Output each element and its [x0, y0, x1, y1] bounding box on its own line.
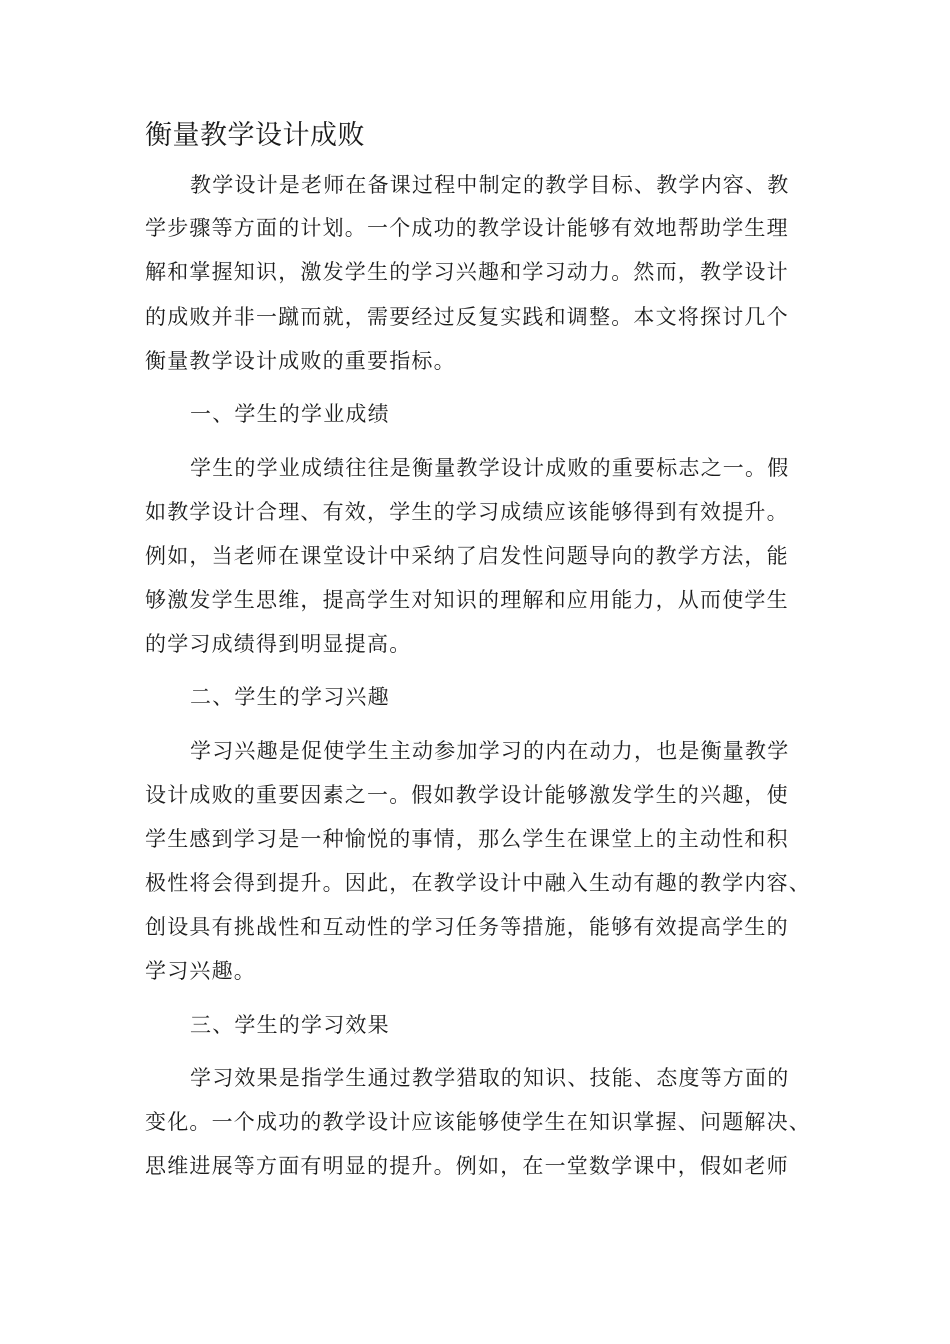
document-title: 衡量教学设计成败: [145, 120, 365, 151]
paragraph-line: 学生的学业成绩往往是衡量教学设计成败的重要标志之一。假: [190, 456, 790, 480]
paragraph-line: 设计成败的重要因素之一。假如教学设计能够激发学生的兴趣，使: [145, 783, 789, 807]
paragraph-line: 的学习成绩得到明显提高。: [145, 632, 412, 656]
paragraph-line: 思维进展等方面有明显的提升。例如，在一堂数学课中，假如老师: [145, 1154, 789, 1178]
paragraph-line: 学步骤等方面的计划。一个成功的教学设计能够有效地帮助学生理: [145, 216, 789, 240]
paragraph-line: 解和掌握知识，激发学生的学习兴趣和学习动力。然而，教学设计: [145, 260, 789, 284]
section-heading: 三、学生的学习效果: [190, 1013, 390, 1037]
paragraph-line: 例如，当老师在课堂设计中采纳了启发性问题导向的教学方法，能: [145, 544, 789, 568]
paragraph-line: 衡量教学设计成败的重要指标。: [145, 349, 456, 373]
paragraph-line: 创设具有挑战性和互动性的学习任务等措施，能够有效提高学生的: [145, 915, 789, 939]
paragraph-line: 如教学设计合理、有效，学生的学习成绩应该能够得到有效提升。: [145, 500, 789, 524]
paragraph-line: 学习兴趣是促使学生主动参加学习的内在动力，也是衡量教学: [190, 739, 790, 763]
paragraph-line: 的成败并非一蹴而就，需要经过反复实践和调整。本文将探讨几个: [145, 305, 789, 329]
paragraph-line: 极性将会得到提升。因此，在教学设计中融入生动有趣的教学内容、: [145, 871, 811, 895]
paragraph-line: 变化。一个成功的教学设计应该能够使学生在知识掌握、问题解决、: [145, 1110, 811, 1134]
paragraph-line: 学习效果是指学生通过教学猎取的知识、技能、态度等方面的: [190, 1066, 790, 1090]
paragraph-line: 教学设计是老师在备课过程中制定的教学目标、教学内容、教: [190, 173, 790, 197]
paragraph-line: 够激发学生思维，提高学生对知识的理解和应用能力，从而使学生: [145, 588, 789, 612]
section-heading: 一、学生的学业成绩: [190, 402, 390, 426]
paragraph-line: 学生感到学习是一种愉悦的事情，那么学生在课堂上的主动性和积: [145, 827, 789, 851]
section-heading: 二、学生的学习兴趣: [190, 685, 390, 709]
paragraph-line: 学习兴趣。: [145, 959, 256, 983]
